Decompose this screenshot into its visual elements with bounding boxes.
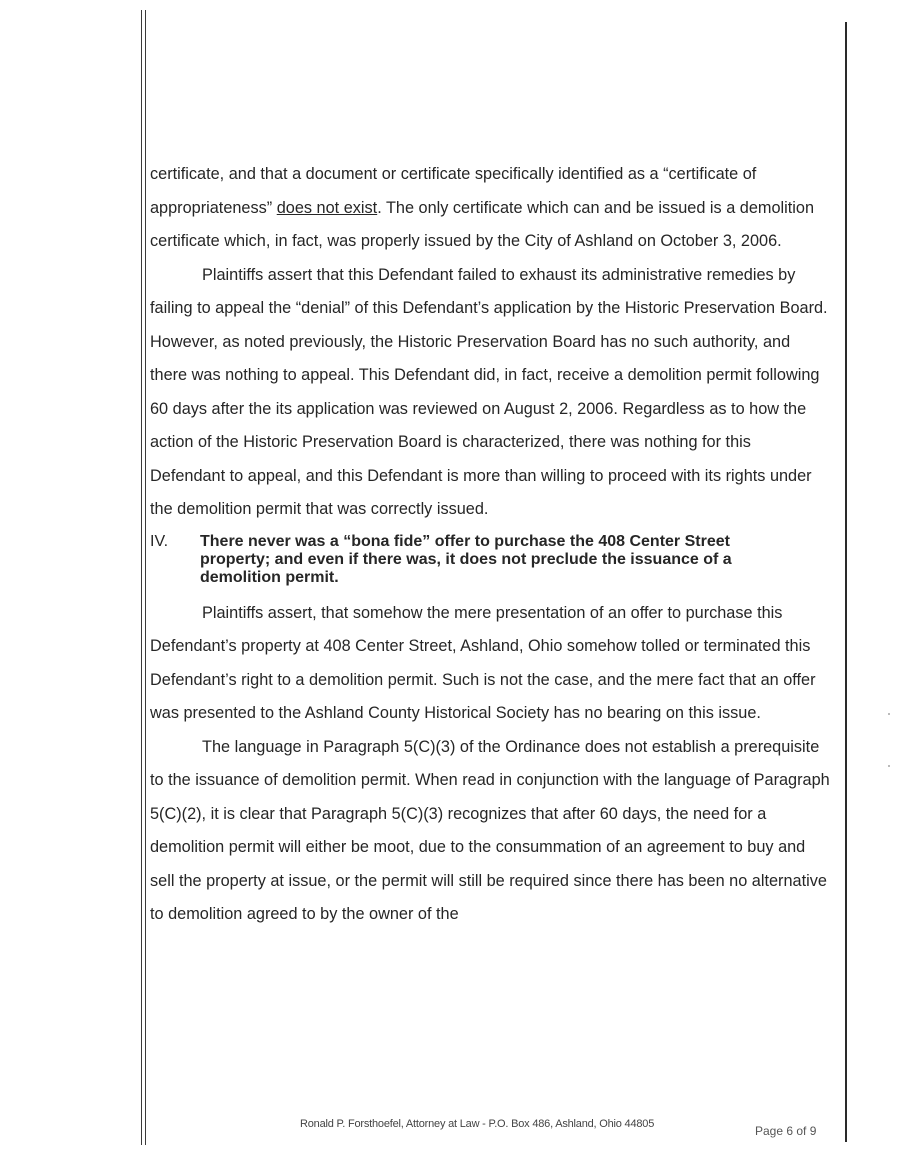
underlined-text: does not exist (276, 198, 378, 217)
section-heading (150, 533, 830, 587)
page-number: Page 6 of 9 (755, 1124, 817, 1138)
paragraph-text: . The only certificate which can and be issued is a demolition certificate which, in fact, was properly issued by the City of Ashland on October 3, 2006. (150, 198, 815, 250)
section-number: IV. (150, 532, 169, 550)
paragraph (150, 731, 830, 932)
paragraph-text: Plaintiffs assert that this Defendant failed to exhaust its administrative remedies by failing to appeal the “denial” of this Defendant’s application by the Historic Preservation Board. However, as noted previously, the Historic Preservation Board has no such authority, and there was nothing to appeal. This Defendant did, in fact, receive a demolition permit following 60 days after the its application was reviewed on August 2, 2006. Regardless as to how the action of the Historic Preservation Board is characterized, there was nothing for this Defendant to appeal, and this Defendant is more than willing to proceed with its rights under the demolition permit that was correctly issued. (150, 265, 828, 518)
left-margin-rule-inner (145, 10, 146, 1145)
scan-speck (888, 765, 890, 767)
paragraphs-after-heading (150, 597, 830, 932)
left-margin-rule (141, 10, 142, 1145)
document-body (150, 158, 830, 932)
paragraphs-before-heading (150, 158, 830, 527)
right-margin-rule (845, 22, 847, 1142)
section-title: There never was a “bona fide” offer to purchase the 408 Center Street property; and even if there was, it does not preclude the issuance of a demolition permit. (200, 532, 732, 586)
footer-attorney-info: Ronald P. Forsthoefel, Attorney at Law - P.O. Box 486, Ashland, Ohio 44805 (300, 1118, 655, 1130)
paragraph (150, 158, 830, 259)
paragraph (150, 259, 830, 527)
scan-speck (888, 713, 890, 715)
paragraph-text: certificate, and that a document or certificate specifically identified as a “certificate of appropriateness” (150, 165, 757, 217)
paragraph-text: The language in Paragraph 5(C)(3) of the Ordinance does not establish a prerequisite to the issuance of demolition permit. When read in conjunction with the language of Paragraph 5(C)(2), it is clear that Paragraph 5(C)(3) recognizes that after 60 days, the need for a demolition permit will either be moot, due to the consummation of an agreement to buy and sell the property at issue, or the permit will still be required since there has been no alternative to demolition agreed to by the owner of the (150, 737, 830, 923)
paragraph (150, 597, 830, 731)
paragraph-text: Plaintiffs assert, that somehow the mere presentation of an offer to purchase this Defendant’s property at 408 Center Street, Ashland, Ohio somehow tolled or terminated this Defendant’s right to a demolition permit. Such is not the case, and the mere fact that an offer was presented to the Ashland County Historical Society has no bearing on this issue. (150, 603, 816, 722)
